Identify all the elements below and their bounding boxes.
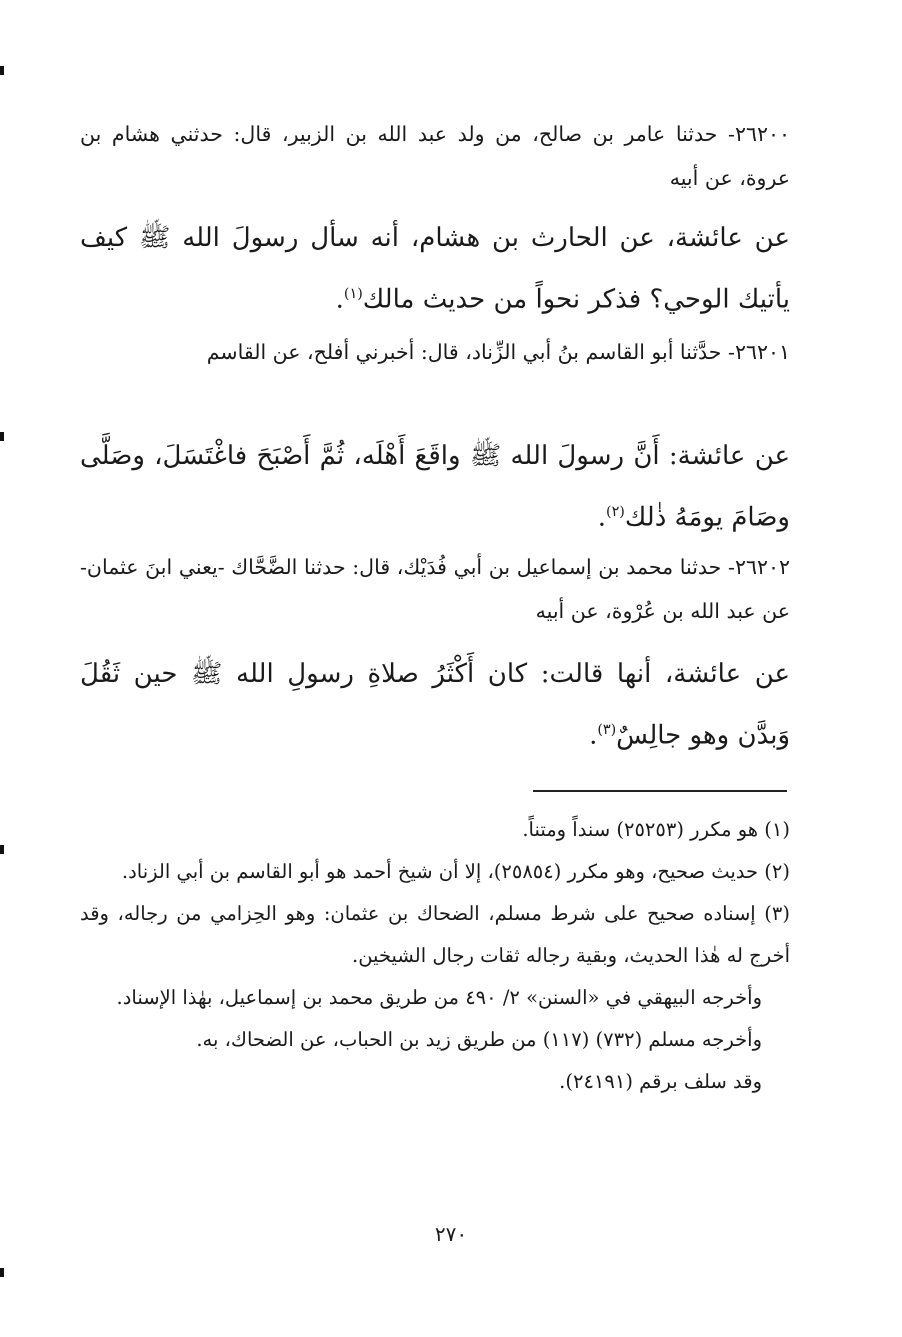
matn-text: عن عائشة، أنها قالت: كان أَكْثَرُ صلاةِ رسولِ الله ﷺ حين ثَقُلَ وَبدَّن وهو جالِسٌ: [80, 659, 790, 751]
footnote-separator: [533, 790, 787, 792]
footnote-3: (٣) إسناده صحيح على شرط مسلم، الضحاك بن عثمان: وهو الحِزامي من رجاله، وقد أخرج له هٰذا الحديث، وبقية رجاله ثقات رجال الشيخين.: [80, 902, 790, 967]
margin-mark: [0, 845, 4, 854]
margin-mark: [0, 1268, 4, 1277]
footnotes: [80, 809, 790, 1103]
page-number: ٢٧٠: [434, 1222, 468, 1246]
chain-text: ٢٦٢٠٢- حدثنا محمد بن إسماعيل بن أبي فُدَيْك، قال: حدثنا الضَّحَّاك -يعني ابنَ عثمان- عن عبد الله بن عُرْوة، عن أبيه: [80, 555, 790, 623]
footnote-3-cont-2: وأخرجه مسلم (٧٣٢) (١١٧) من طريق زيد بن الحباب، عن الضحاك، به.: [196, 1028, 762, 1051]
footnote-2: (٢) حديث صحيح، وهو مكرر (٢٥٨٥٤)، إلا أن شيخ أحمد هو أبو القاسم بن أبي الزناد.: [121, 860, 790, 883]
footnote-3-cont-1: وأخرجه البيهقي في «السنن» ٢/ ٤٩٠ من طريق محمد بن إسماعيل، بهٰذا الإسناد.: [116, 986, 762, 1009]
matn-end: .: [335, 284, 344, 315]
footnote-3-cont-3: وقد سلف برقم (٢٤١٩١).: [559, 1070, 762, 1093]
chain-text: ٢٦٢٠١- حدَّثنا أبو القاسم بنُ أبي الزِّناد، قال: أخبرني أفلح، عن القاسم: [206, 340, 790, 364]
matn-end: .: [597, 502, 607, 533]
matn-end: .: [589, 720, 598, 751]
hadith-text: [80, 210, 790, 328]
footnote-ref[interactable]: (٢): [606, 504, 625, 520]
footnote-ref[interactable]: (١): [343, 286, 363, 302]
hadith-text: [80, 646, 790, 764]
footnote-ref[interactable]: (٣): [597, 722, 617, 738]
footnote-1: (١) هو مكرر (٢٥٢٥٣) سنداً ومتناً.: [522, 818, 790, 841]
margin-mark: [0, 432, 4, 441]
matn-text: عن عائشة: أَنَّ رسولَ الله ﷺ واقَعَ أَهْلَه، ثُمَّ أَصْبَحَ فاغْتَسَلَ، وصَلَّى وصَامَ يومَهُ ذٰلك: [80, 441, 790, 533]
hadith-chain: [80, 330, 790, 374]
hadith-chain: [80, 112, 790, 200]
matn-text: عن عائشة، عن الحارث بن هشام، أنه سأل رسولَ الله ﷺ كيف يأتيك الوحي؟ فذكر نحواً من حديث مالك: [80, 223, 790, 315]
hadith-chain: [80, 545, 790, 633]
hadith-text: [80, 428, 790, 546]
chain-text: ٢٦٢٠٠- حدثنا عامر بن صالح، من ولد عبد الله بن الزبير، قال: حدثني هشام بن عروة، عن أبيه: [80, 122, 790, 190]
margin-mark: [0, 66, 4, 75]
